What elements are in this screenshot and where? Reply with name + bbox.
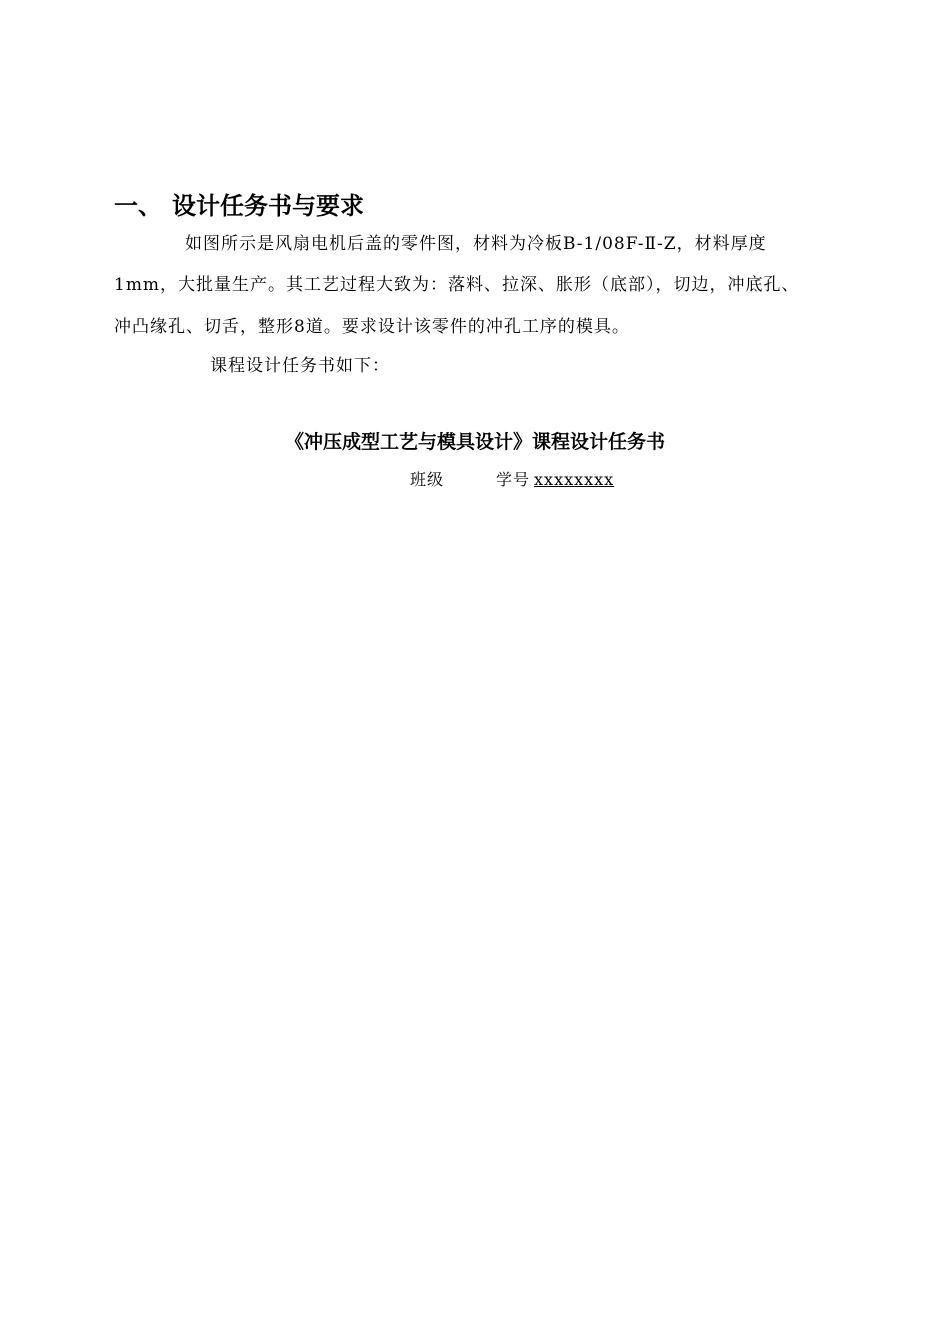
paragraph-line-2: 1mm，大批量生产。其工艺过程大致为：落料、拉深、胀形（底部），切边，冲底孔、: [114, 275, 800, 295]
student-id-label: 学号: [496, 470, 531, 489]
paragraph-line-1: 如图所示是风扇电机后盖的零件图，材料为冷板B-1/08F-Ⅱ-Z，材料厚度: [185, 234, 767, 254]
section-heading: [114, 190, 364, 222]
student-id-value: xxxxxxxx: [534, 470, 615, 489]
section-title: 设计任务书与要求: [172, 192, 364, 220]
assignment-title: 《冲压成型工艺与模具设计》课程设计任务书: [284, 431, 665, 453]
paragraph-line-3: 冲凸缘孔、切舌，整形8道。要求设计该零件的冲孔工序的模具。: [114, 317, 630, 337]
class-label: 班级: [410, 470, 445, 489]
section-number: 一、: [114, 192, 162, 220]
paragraph-line-4: 课程设计任务书如下：: [210, 356, 390, 376]
student-info-row: [410, 468, 614, 492]
